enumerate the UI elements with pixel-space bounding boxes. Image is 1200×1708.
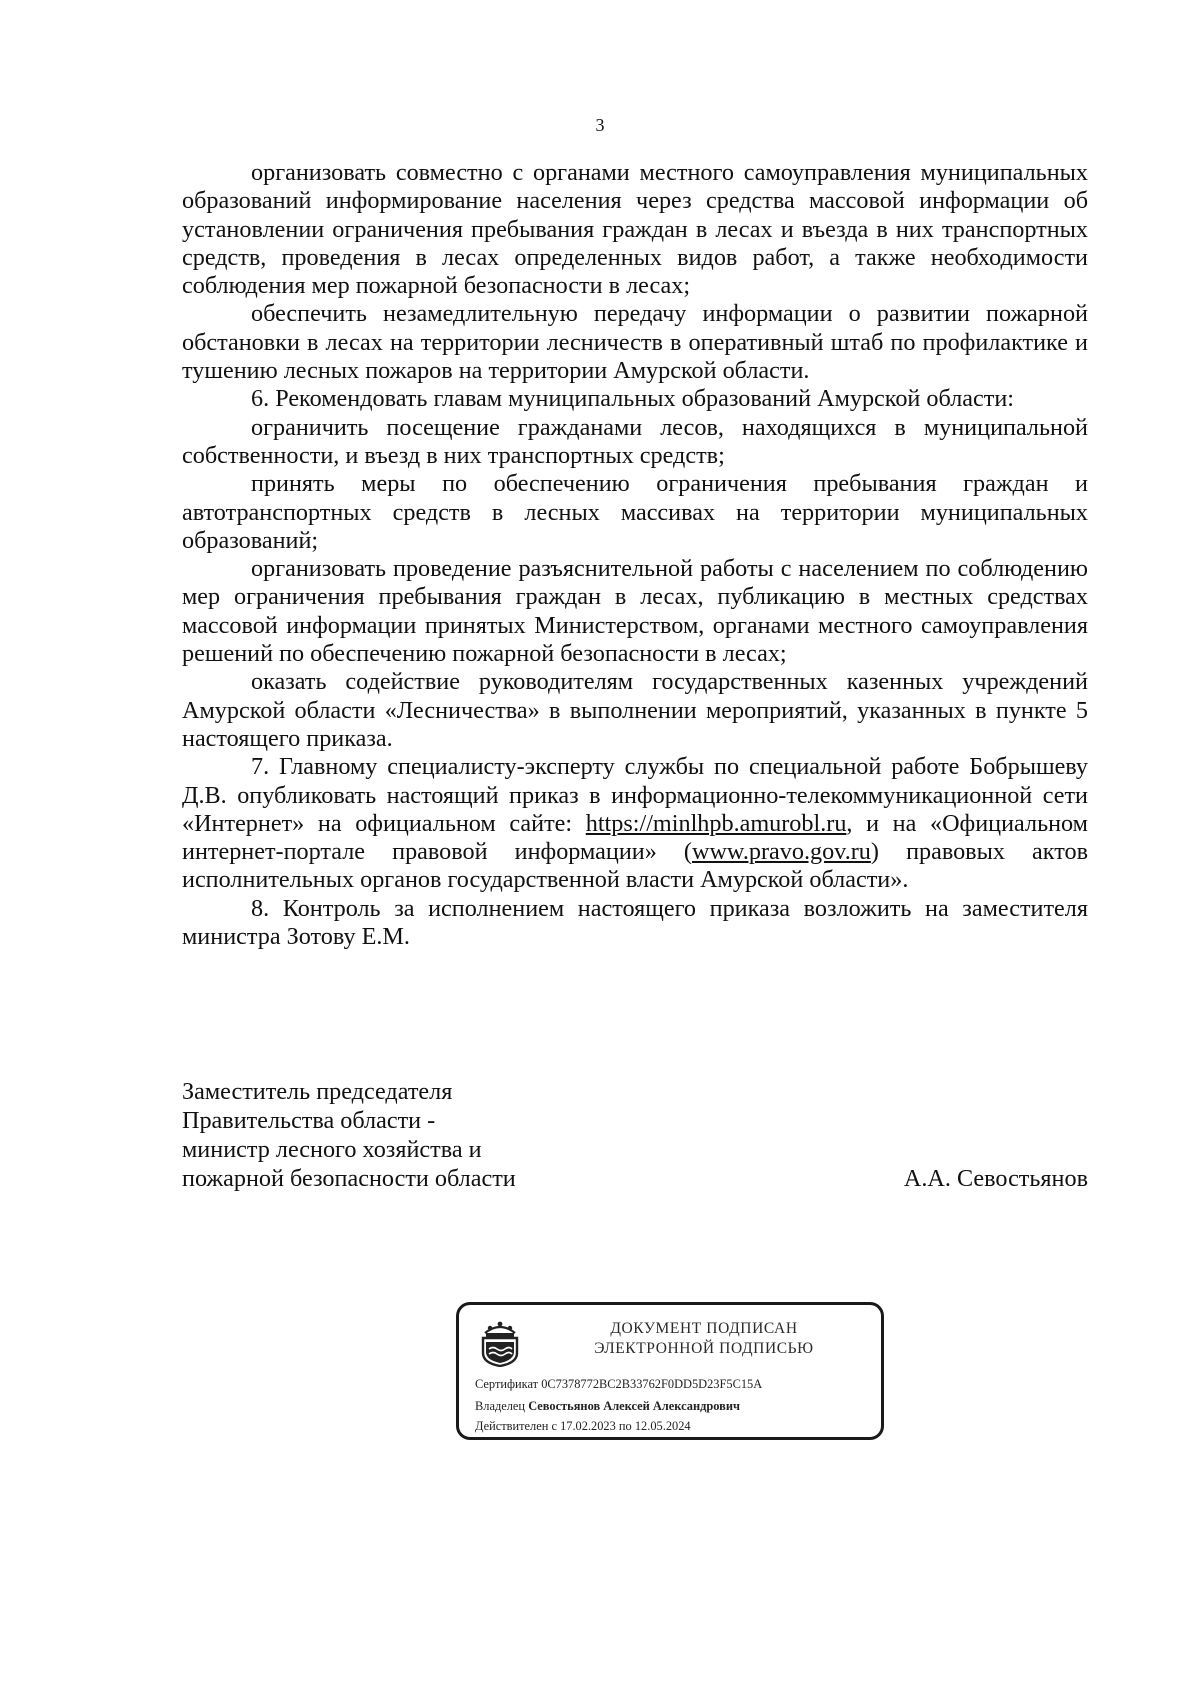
paragraph-item-6: 6. Рекомендовать главам муниципальных образований Амурской области:	[251, 385, 1014, 413]
signatory-position-line: пожарной безопасности области	[182, 1165, 516, 1192]
paragraph-item-7	[182, 753, 1088, 894]
signatory-block	[182, 1077, 1088, 1193]
certificate-label: Сертификат	[475, 1377, 539, 1391]
owner-label: Владелец	[475, 1399, 526, 1413]
paragraph-fire-info-transfer: обеспечить незамедлительную передачу информации о развитии пожарной обстановки в лесах на территории лесничеств в оперативный штаб по профилактике и тушению лесных пожаров на территории Амурской области.	[182, 300, 1088, 385]
paragraph-item-8: 8. Контроль за исполнением настоящего приказа возложить на заместителя министра Зотову Е.М.	[182, 894, 1088, 951]
signatory-position-line: министр лесного хозяйства и	[182, 1136, 482, 1163]
stamp-certificate-row	[475, 1377, 762, 1392]
validity-value: с 17.02.2023 по 12.05.2024	[551, 1419, 691, 1433]
stamp-title-line: ДОКУМЕНТ ПОДПИСАН	[610, 1320, 798, 1337]
document-body	[182, 159, 1088, 951]
paragraph-assist-forestries: оказать содействие руководителям государственных казенных учреждений Амурской области «Лесничества» в выполнении мероприятий, указанных в пункте 5 настоящего приказа.	[182, 668, 1088, 752]
certificate-value: 0С7378772ВС2В33762F0DD5D23F5C15A	[541, 1377, 763, 1391]
electronic-signature-stamp	[456, 1302, 884, 1440]
item-7-text-start: 7. Главному специалисту-эксперту службы по специальной работе Бобрышеву Д.В. опубликовать настоящий приказ в информационно-телекоммуникационной сети «Интернет» на официальном сайте:	[182, 753, 1088, 837]
item-7-text-end: ) правовых актов исполнительных органов государственной власти Амурской области».	[182, 838, 1088, 894]
stamp-owner-row	[475, 1399, 740, 1414]
pravo-portal-link[interactable]: www.pravo.gov.ru	[692, 838, 871, 866]
coat-of-arms-icon	[479, 1319, 521, 1367]
validity-label: Действителен	[475, 1419, 549, 1433]
signer-name: А.А. Севостьянов	[903, 1165, 1088, 1192]
signatory-position-line: Правительства области -	[182, 1107, 436, 1134]
ministry-site-link[interactable]: https://minlhpb.amurobl.ru	[585, 809, 847, 837]
signatory-position-line: Заместитель председателя	[182, 1078, 453, 1105]
owner-value: Севостьянов Алексей Александрович	[528, 1399, 740, 1413]
stamp-validity-row	[475, 1419, 691, 1434]
stamp-title-line: ЭЛЕКТРОННОЙ ПОДПИСЬЮ	[594, 1340, 814, 1357]
page-number: 3	[595, 115, 605, 135]
stamp-title	[569, 1319, 839, 1359]
item-7-text-middle: , и на «Официальном интернет-портале правовой информации» (	[182, 809, 1088, 866]
paragraph-explanatory-work: организовать проведение разъяснительной работы с населением по соблюдению мер ограничения пребывания граждан в лесах, публикацию в местных средствах массовой информации принятых Министерством, органами местного самоуправления решений по обеспечению пожарной безопасности в лесах;	[182, 555, 1088, 668]
paragraph-limit-visits: ограничить посещение гражданами лесов, находящихся в муниципальной собственности, и въезд в них транспортных средств;	[182, 413, 1088, 469]
paragraph-inform-population: организовать совместно с органами местного самоуправления муниципальных образований информирование населения через средства массовой информации об установлении ограничения пребывания граждан в лесах и въезда в них транспортных средств, проведения в лесах определенных видов работ, а также необходимости соблюдения мер пожарной безопасности в лесах;	[182, 159, 1088, 300]
paragraph-take-measures: принять меры по обеспечению ограничения пребывания граждан и автотранспортных средств в лесных массивах на территории муниципальных образований;	[182, 470, 1088, 554]
